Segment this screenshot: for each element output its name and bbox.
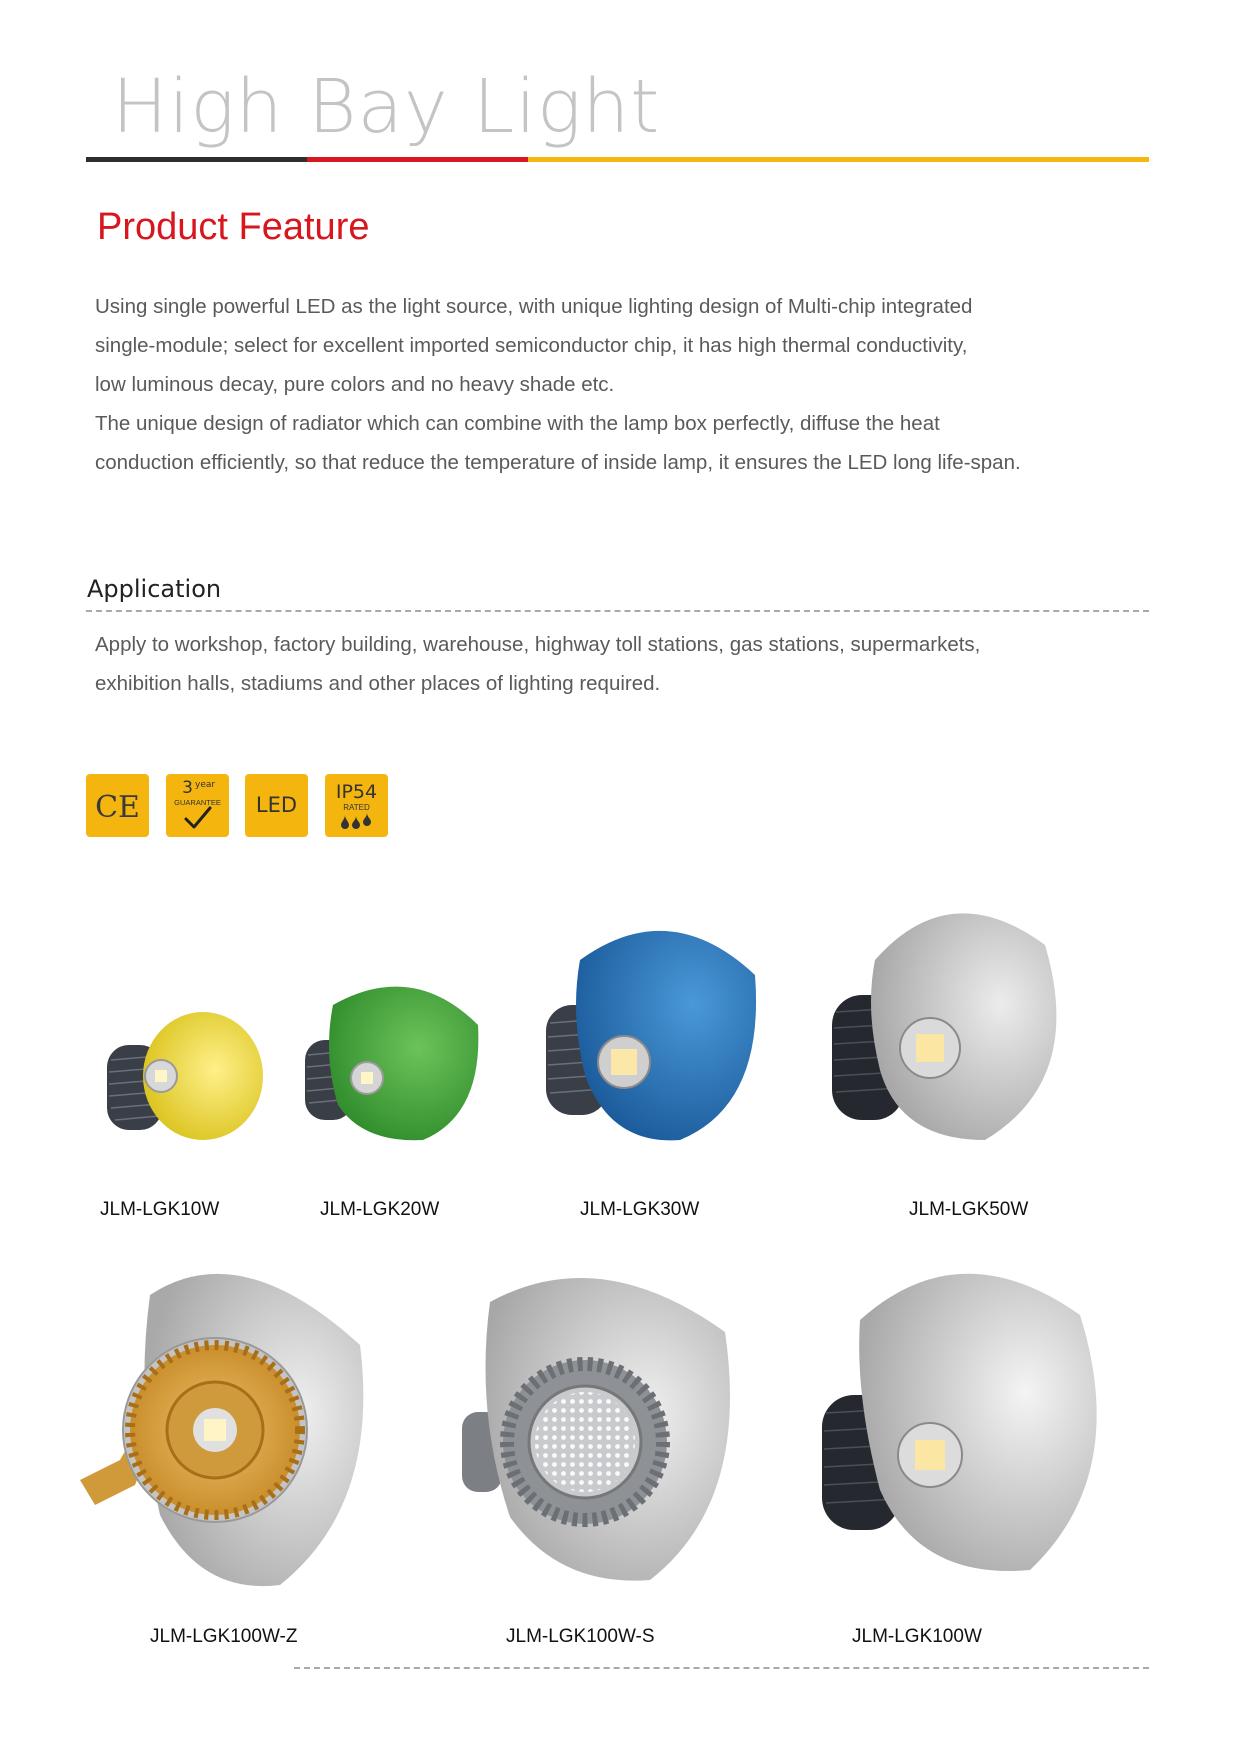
page-title: High Bay Light — [112, 64, 661, 150]
lamp-image-lgk100w-s — [460, 1262, 740, 1584]
guarantee-number: 3 — [182, 778, 193, 798]
guarantee-badge — [166, 774, 229, 837]
product-caption-lgk100w-s: JLM-LGK100W-S — [506, 1626, 655, 1647]
application-line: exhibition halls, stadiums and other places of lighting required. — [95, 672, 661, 695]
feature-line: single-module; select for excellent imported semiconductor chip, it has high thermal conductivity, — [95, 334, 968, 357]
ip-code: IP54 — [335, 781, 378, 803]
guarantee-label: GUARANTEE — [174, 798, 221, 807]
lamp-image-lgk100w — [820, 1255, 1120, 1575]
lamp-image-lgk100w-z — [80, 1255, 375, 1590]
product-caption-lgk10w: JLM-LGK10W — [100, 1199, 220, 1220]
lamp-image-lgk30w — [540, 915, 760, 1145]
product-caption-lgk50w: JLM-LGK50W — [909, 1199, 1029, 1220]
title-rule-yellow — [528, 157, 1149, 162]
product-caption-lgk30w: JLM-LGK30W — [580, 1199, 700, 1220]
application-line: Apply to workshop, factory building, warehouse, highway toll stations, gas stations, supermarkets, — [95, 633, 981, 656]
guarantee-unit: year — [195, 780, 216, 790]
footer-divider — [294, 1667, 1149, 1669]
ip-rating-badge — [325, 774, 388, 837]
feature-line: low luminous decay, pure colors and no heavy shade etc. — [95, 373, 615, 396]
feature-line: conduction efficiently, so that reduce the temperature of inside lamp, it ensures the LED long life-span. — [95, 451, 1021, 474]
checkmark-icon — [186, 808, 210, 827]
product-caption-lgk100w: JLM-LGK100W — [852, 1626, 982, 1647]
lamp-image-lgk10w — [103, 1010, 263, 1145]
ce-badge-text: CE — [95, 790, 140, 825]
lamp-image-lgk50w — [830, 900, 1070, 1145]
led-icon — [245, 774, 308, 837]
product-caption-lgk20w: JLM-LGK20W — [320, 1199, 440, 1220]
product-feature-heading: Product Feature — [97, 206, 370, 248]
application-divider — [86, 610, 1149, 612]
title-rule-dark — [86, 157, 307, 162]
title-rule-red — [307, 157, 528, 162]
feature-line: Using single powerful LED as the light source, with unique lighting design of Multi-chip integrated — [95, 295, 973, 318]
lamp-image-lgk20w — [303, 965, 483, 1145]
water-drops-icon — [341, 813, 371, 829]
ce-mark-icon — [86, 774, 149, 837]
ip-rated-label: RATED — [343, 803, 370, 812]
application-heading: Application — [87, 575, 222, 603]
product-feature-text — [95, 287, 1021, 482]
product-caption-lgk100w-z: JLM-LGK100W-Z — [150, 1626, 298, 1647]
led-badge-text: LED — [255, 793, 298, 817]
feature-line: The unique design of radiator which can combine with the lamp box perfectly, diffuse the heat — [95, 412, 940, 435]
application-text — [95, 625, 980, 703]
